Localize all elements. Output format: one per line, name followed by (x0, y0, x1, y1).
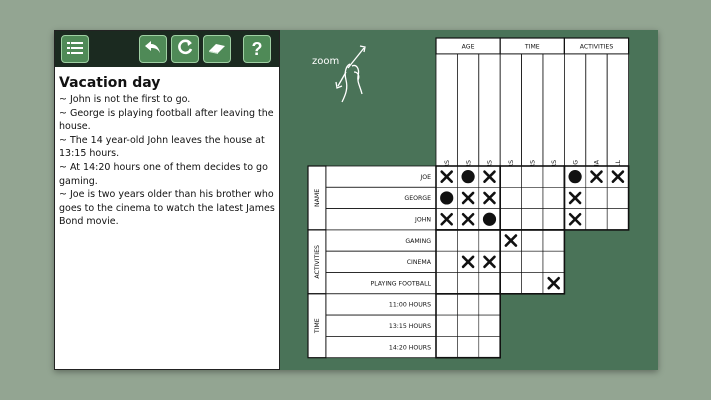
row-label: PLAYING FOOTBALL (370, 280, 431, 288)
grid-cell[interactable] (457, 294, 478, 315)
grid-cell[interactable] (479, 230, 500, 251)
row-label: GAMING (405, 237, 431, 245)
grid-cell[interactable] (436, 251, 457, 272)
row-group-label: TIME (314, 318, 322, 334)
grid-cell[interactable] (479, 315, 500, 336)
clue-1: ~ John is not the first to go. (59, 94, 191, 105)
grid-cell[interactable] (522, 209, 543, 230)
dot-mark (462, 170, 475, 183)
row-label: JOHN (415, 216, 431, 224)
grid-cell[interactable] (436, 230, 457, 251)
clue-5: ~ Joe is two years older than his brother who goes to the cinema to watch the latest James Bond movie. (59, 189, 275, 228)
col-label-cell (607, 54, 628, 166)
row-label: 14:20 HOURS (388, 344, 431, 352)
col-label-cell (457, 54, 478, 166)
zoom-label: zoom (312, 56, 340, 67)
grid-cell[interactable] (436, 336, 457, 357)
col-label-cell (543, 54, 564, 166)
grid-cell[interactable] (436, 315, 457, 336)
col-label-cell (586, 54, 607, 166)
row-label: JOE (420, 173, 431, 181)
grid-cell[interactable] (436, 273, 457, 294)
grid-cell[interactable] (479, 336, 500, 357)
grid-cell[interactable] (500, 273, 521, 294)
grid-cell[interactable] (457, 273, 478, 294)
grid-cell[interactable] (522, 230, 543, 251)
row-label: CINEMA (406, 259, 431, 267)
grid-cell[interactable] (586, 209, 607, 230)
grid-cell[interactable] (500, 251, 521, 272)
dot-mark (483, 213, 496, 226)
clue-4: ~ At 14:20 hours one of them decides to go gaming. (59, 161, 268, 187)
game-board (54, 30, 658, 370)
grid-cell[interactable] (543, 230, 564, 251)
col-group-label: TIME (524, 43, 540, 51)
grid-cell[interactable] (543, 166, 564, 187)
help-label: ? (251, 38, 263, 59)
grid-cell[interactable] (500, 166, 521, 187)
clue-3: ~ The 14 year-old John leaves the house at 13:15 hours. (59, 134, 265, 160)
row-label: 13:15 HOURS (388, 322, 431, 330)
grid-cell[interactable] (457, 230, 478, 251)
grid-cell[interactable] (457, 336, 478, 357)
grid-cell[interactable] (607, 187, 628, 208)
grid-cell[interactable] (500, 209, 521, 230)
grid-cell[interactable] (607, 209, 628, 230)
logic-grid[interactable] (54, 30, 658, 370)
row-group-label: ACTIVITIES (314, 245, 322, 279)
grid-cell[interactable] (500, 187, 521, 208)
grid-cell[interactable] (522, 187, 543, 208)
grid-cell[interactable] (457, 315, 478, 336)
puzzle-title: Vacation day (59, 75, 161, 91)
grid-cell[interactable] (479, 273, 500, 294)
grid-cell[interactable] (522, 251, 543, 272)
col-group-label: ACTIVITIES (579, 43, 614, 51)
col-label-cell (522, 54, 543, 166)
col-label-cell (500, 54, 521, 166)
dot-mark (569, 170, 582, 183)
row-label: 11:00 HOURS (388, 301, 431, 309)
row-label: GEORGE (404, 195, 431, 203)
grid-cell[interactable] (522, 166, 543, 187)
grid-cell[interactable] (479, 294, 500, 315)
clue-2: ~ George is playing football after leaving the house. (59, 107, 274, 133)
grid-cell[interactable] (586, 187, 607, 208)
dot-mark (440, 191, 453, 204)
col-label-cell (479, 54, 500, 166)
grid-cell[interactable] (543, 251, 564, 272)
grid-cell[interactable] (543, 209, 564, 230)
grid-cell[interactable] (543, 187, 564, 208)
col-label-cell (436, 54, 457, 166)
row-group-label: NAME (314, 188, 322, 208)
col-label-cell (564, 54, 585, 166)
grid-cell[interactable] (522, 273, 543, 294)
grid-cell[interactable] (436, 294, 457, 315)
col-group-label: AGE (461, 43, 475, 51)
